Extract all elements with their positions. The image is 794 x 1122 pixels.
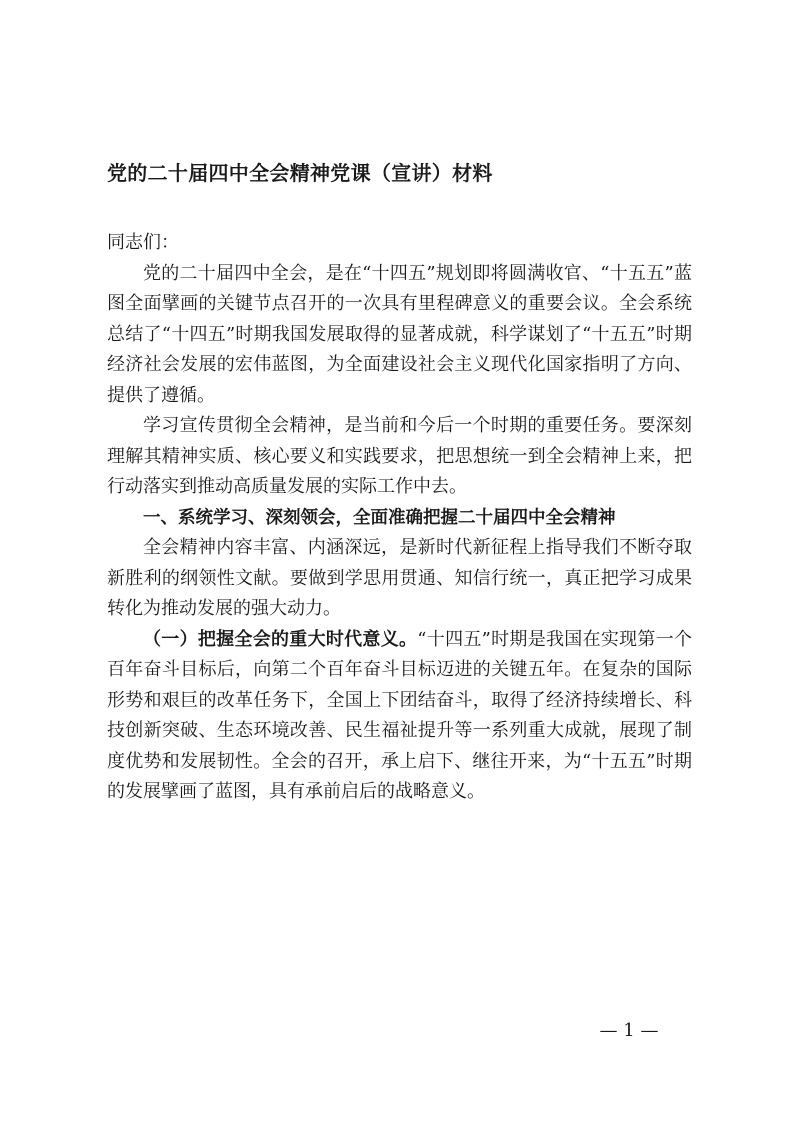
greeting: 同志们： (107, 232, 179, 253)
page-number: — 1 — (599, 1020, 659, 1041)
document-body (107, 228, 692, 808)
document-title: 党的二十届四中全会精神党课（宣讲）材料 (107, 161, 493, 185)
subsection-1-heading: （一）把握全会的重大时代意义。 (143, 628, 418, 650)
intro-paragraph-1: 党的二十届四中全会，是在“十四五”规划即将圆满收官、“十五五”蓝图全面擘画的关键节点召开的一次具有里程碑意义的重要会议。全会系统总结了“十四五”时期我国发展取得的显著成就，科学谋划了“十五五”时期经济社会发展的宏伟蓝图，为全面建设社会主义现代化国家指明了方向、提供了遵循。 (107, 262, 692, 406)
section-1-paragraph: 全会精神内容丰富、内涵深远，是新时代新征程上指导我们不断夺取新胜利的纲领性文献。要做到学思用贯通、知信行统一，真正把学习成果转化为推动发展的强大动力。 (107, 537, 692, 619)
subsection-1-text: “十四五”时期是我国在实现第一个百年奋斗目标后，向第二个百年奋斗目标迈进的关键五年。在复杂的国际形势和艰巨的改革任务下，全国上下团结奋斗，取得了经济持续增长、科技创新突破、生态环境改善、民生福祉提升等一系列重大成就，展现了制度优势和发展韧性。全会的召开，承上启下、继往开来，为“十五五”时期的发展擘画了蓝图，具有承前启后的战略意义。 (107, 628, 692, 802)
subsection-1-paragraph (107, 625, 692, 808)
intro-paragraph-2: 学习宣传贯彻全会精神，是当前和今后一个时期的重要任务。要深刻理解其精神实质、核心要义和实践要求，把思想统一到全会精神上来，把行动落实到推动高质量发展的实际工作中去。 (107, 415, 692, 497)
section-1-heading: 一、系统学习、深刻领会，全面准确把握二十届四中全会精神 (143, 507, 616, 528)
